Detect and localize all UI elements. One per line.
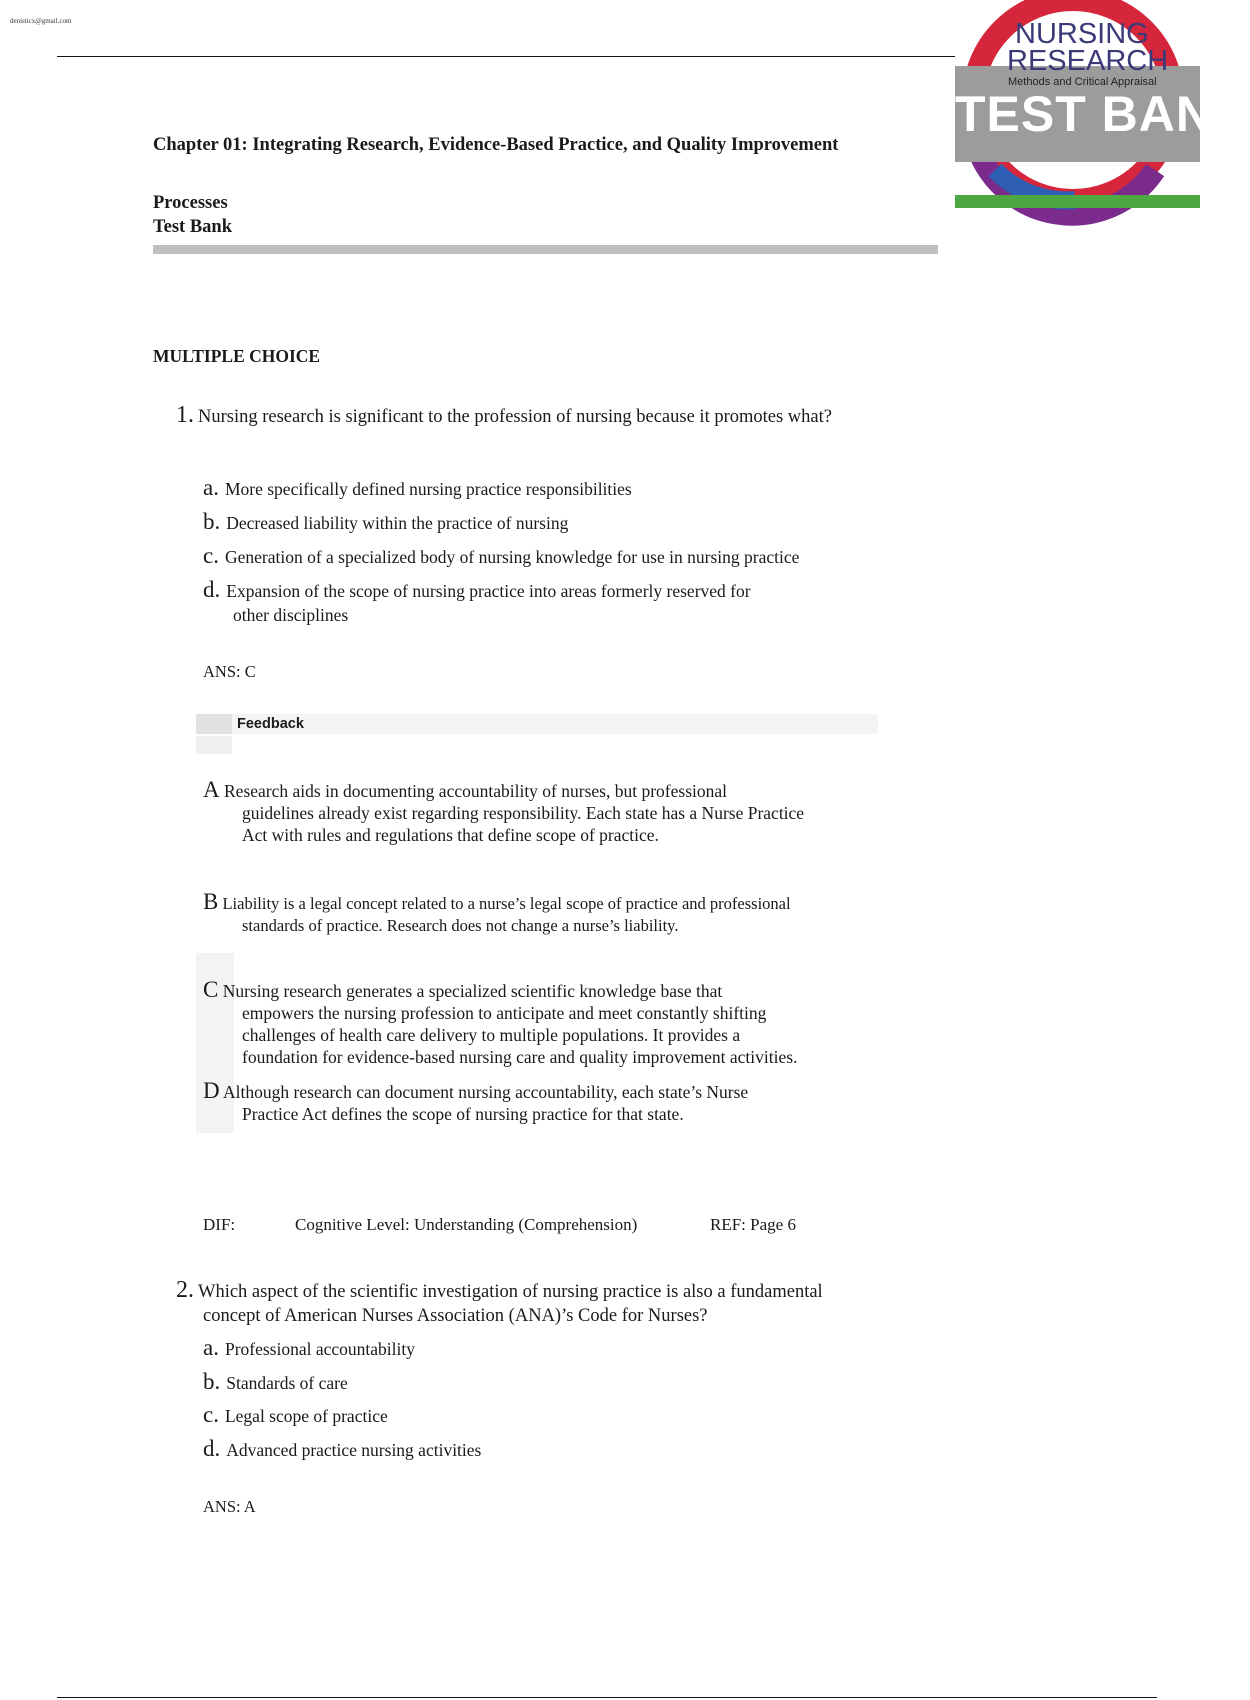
feedback-line: Practice Act defines the scope of nursing practice for that state. [242,1104,684,1124]
feedback-stripe [196,736,232,754]
feedback-letter: C [203,977,219,1002]
feedback-letter: B [203,889,219,914]
q1-reference: REF: Page 6 [710,1215,796,1234]
feedback-item-c [203,979,797,1068]
option-text: Legal scope of practice [224,1406,388,1426]
question-text: Which aspect of the scientific investigation of nursing practice is also a fundamental [198,1282,823,1302]
question-2-continued: concept of American Nurses Association (ANA)’s Code for Nurses? [203,1306,708,1326]
feedback-line: Research aids in documenting accountability of nurses, but professional [224,781,727,801]
option-letter: d. [203,577,221,602]
question-text: Nursing research is significant to the profession of nursing because it promotes what? [198,407,832,427]
option-text: Advanced practice nursing activities [226,1440,482,1460]
feedback-item-d [203,1080,748,1125]
option-text: Standards of care [226,1373,348,1393]
option-letter: b. [203,509,221,534]
feedback-letter: A [203,777,220,802]
feedback-line: guidelines already exist regarding responsibility. Each state has a Nurse Practice [242,803,805,823]
feedback-line: standards of practice. Research does not change a nurse’s liability. [242,916,679,935]
q1-option-c [203,543,799,569]
feedback-item-a [203,779,804,846]
q2-option-d [203,1436,481,1462]
option-letter: c. [203,543,219,568]
option-letter: c. [203,1402,219,1427]
cover-banner-text: TEST BANK [955,86,1250,142]
bottom-divider [57,1697,1157,1698]
cover-title-line1: NURSING [1015,18,1149,50]
chapter-subtitle-line2: Test Bank [153,217,233,237]
feedback-letter: D [203,1078,220,1103]
option-text: Decreased liability within the practice of nursing [226,513,569,533]
q1-option-d [203,577,751,603]
question-1 [176,402,832,429]
heading-divider [153,245,938,254]
top-divider [57,56,955,57]
q2-answer: ANS: A [203,1497,256,1516]
q1-option-b [203,509,568,535]
chapter-subtitle-line1: Processes [153,193,228,213]
feedback-item-b [203,891,791,937]
option-text: Professional accountability [224,1339,415,1359]
feedback-line: Act with rules and regulations that define scope of practice. [242,825,659,845]
q2-option-c [203,1402,388,1428]
feedback-line: Nursing research generates a specialized scientific knowledge base that [222,981,723,1001]
option-text: Generation of a specialized body of nursing knowledge for use in nursing practice [224,547,800,567]
feedback-line: Although research can document nursing accountability, each state’s Nurse [223,1082,749,1102]
q1-answer: ANS: C [203,662,256,681]
cover-subtitle: Methods and Critical Appraisal [1008,76,1157,88]
q1-dif-label: DIF: [203,1215,236,1234]
feedback-line: foundation for evidence-based nursing care and quality improvement activities. [242,1047,798,1067]
feedback-label: Feedback [237,716,304,732]
section-heading: MULTIPLE CHOICE [153,346,321,366]
question-number: 1. [176,402,194,428]
chapter-title: Chapter 01: Integrating Research, Evidence-Based Practice, and Quality Improvement [153,135,839,155]
option-letter: a. [203,475,219,500]
option-letter: a. [203,1335,219,1360]
question-number: 2. [176,1277,194,1303]
option-letter: d. [203,1436,221,1461]
book-cover-image [955,10,1250,208]
header-email: denisticx@gmail.com [10,17,72,25]
q2-option-a [203,1335,415,1361]
feedback-line: empowers the nursing profession to anticipate and meet constantly shifting [242,1003,767,1023]
option-text: More specifically defined nursing practice responsibilities [224,479,632,499]
cover-title-line2: RESEARCH [1007,45,1169,77]
option-letter: b. [203,1369,221,1394]
q1-option-d-continued: other disciplines [233,605,349,625]
feedback-line: challenges of health care delivery to multiple populations. It provides a [242,1025,741,1045]
feedback-line: Liability is a legal concept related to a nurse’s legal scope of practice and professional [222,894,791,913]
q1-option-a [203,475,632,501]
q2-option-b [203,1369,348,1395]
option-text: Expansion of the scope of nursing practice into areas formerly reserved for [226,581,751,601]
question-2 [176,1277,823,1304]
q1-cognitive-level: Cognitive Level: Understanding (Comprehension) [295,1215,638,1234]
